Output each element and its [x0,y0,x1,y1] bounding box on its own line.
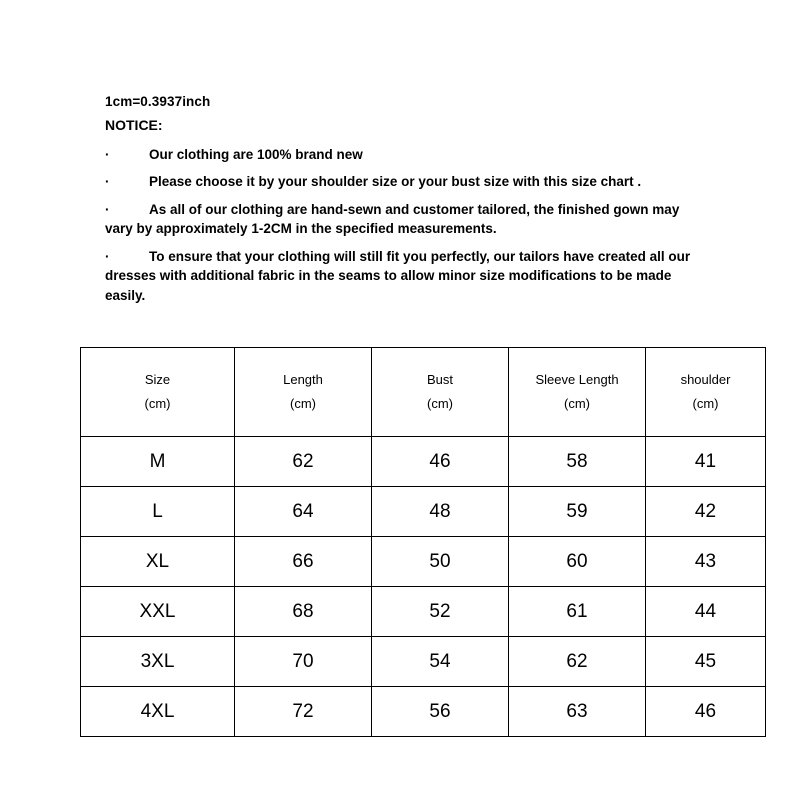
size-table-wrapper [80,347,731,737]
notice-item [105,172,695,192]
table-row [81,637,766,687]
column-header-unit: (cm) [692,396,719,411]
size-table [80,347,766,737]
bullet-marker: · [105,174,110,190]
cell-bust: 46 [372,437,509,487]
cell-sleeve: 62 [509,637,646,687]
table-row [81,687,766,737]
column-header-sleeve-length [509,348,646,437]
notice-heading: NOTICE: [105,116,163,133]
cell-size: M [81,437,235,487]
column-header-length [235,348,372,437]
column-header-name: Size [144,371,171,387]
size-table-header [81,348,766,437]
column-header-name: shoulder [680,371,731,387]
notice-item-text: As all of our clothing are hand-sewn and customer tailored, the finished gown may vary by approximately 1-2CM in the specified measurements. [105,201,680,237]
cell-shoulder: 43 [646,537,766,587]
column-header-unit: (cm) [564,396,590,411]
notice-item-text: To ensure that your clothing will still fit you perfectly, our tailors have created all our dresses with additional fabric in the seams to allow minor size modifications to be made easily. [105,248,691,303]
cell-length: 68 [235,587,372,637]
column-header-unit: (cm) [290,396,316,411]
table-row [81,537,766,587]
cell-shoulder: 46 [646,687,766,737]
cell-sleeve: 60 [509,537,646,587]
column-header-size [81,348,235,437]
unit-conversion-line: 1cm=0.3937inch [105,94,211,109]
column-header-unit: (cm) [427,396,453,411]
column-header-bust [372,348,509,437]
cell-length: 66 [235,537,372,587]
cell-size: 4XL [81,687,235,737]
cell-size: 3XL [81,637,235,687]
notice-item [105,145,695,165]
cell-sleeve: 63 [509,687,646,737]
cell-bust: 54 [372,637,509,687]
cell-sleeve: 58 [509,437,646,487]
table-row [81,437,766,487]
cell-length: 62 [235,437,372,487]
cell-bust: 50 [372,537,509,587]
column-header-shoulder [646,348,766,437]
cell-size: XL [81,537,235,587]
cell-size: XXL [81,587,235,637]
cell-length: 70 [235,637,372,687]
table-header-row [81,348,766,437]
bullet-marker: · [105,248,110,264]
cell-length: 72 [235,687,372,737]
cell-length: 64 [235,487,372,537]
cell-shoulder: 45 [646,637,766,687]
size-table-body [81,437,766,737]
bullet-marker: · [105,146,110,162]
cell-shoulder: 41 [646,437,766,487]
notice-item [105,200,695,239]
table-row [81,587,766,637]
cell-shoulder: 42 [646,487,766,537]
column-header-name: Sleeve Length [535,371,619,387]
cell-bust: 48 [372,487,509,537]
column-header-unit: (cm) [144,396,171,411]
column-header-name: Bust [426,371,453,387]
cell-sleeve: 59 [509,487,646,537]
notice-list [105,145,695,306]
cell-bust: 56 [372,687,509,737]
cell-size: L [81,487,235,537]
cell-sleeve: 61 [509,587,646,637]
notice-item-text: Our clothing are 100% brand new [149,146,363,162]
notice-item [105,247,695,306]
cell-shoulder: 44 [646,587,766,637]
column-header-name: Length [283,371,323,387]
cell-bust: 52 [372,587,509,637]
table-row [81,487,766,537]
bullet-marker: · [105,201,110,217]
notice-item-text: Please choose it by your shoulder size or your bust size with this size chart . [149,174,642,190]
